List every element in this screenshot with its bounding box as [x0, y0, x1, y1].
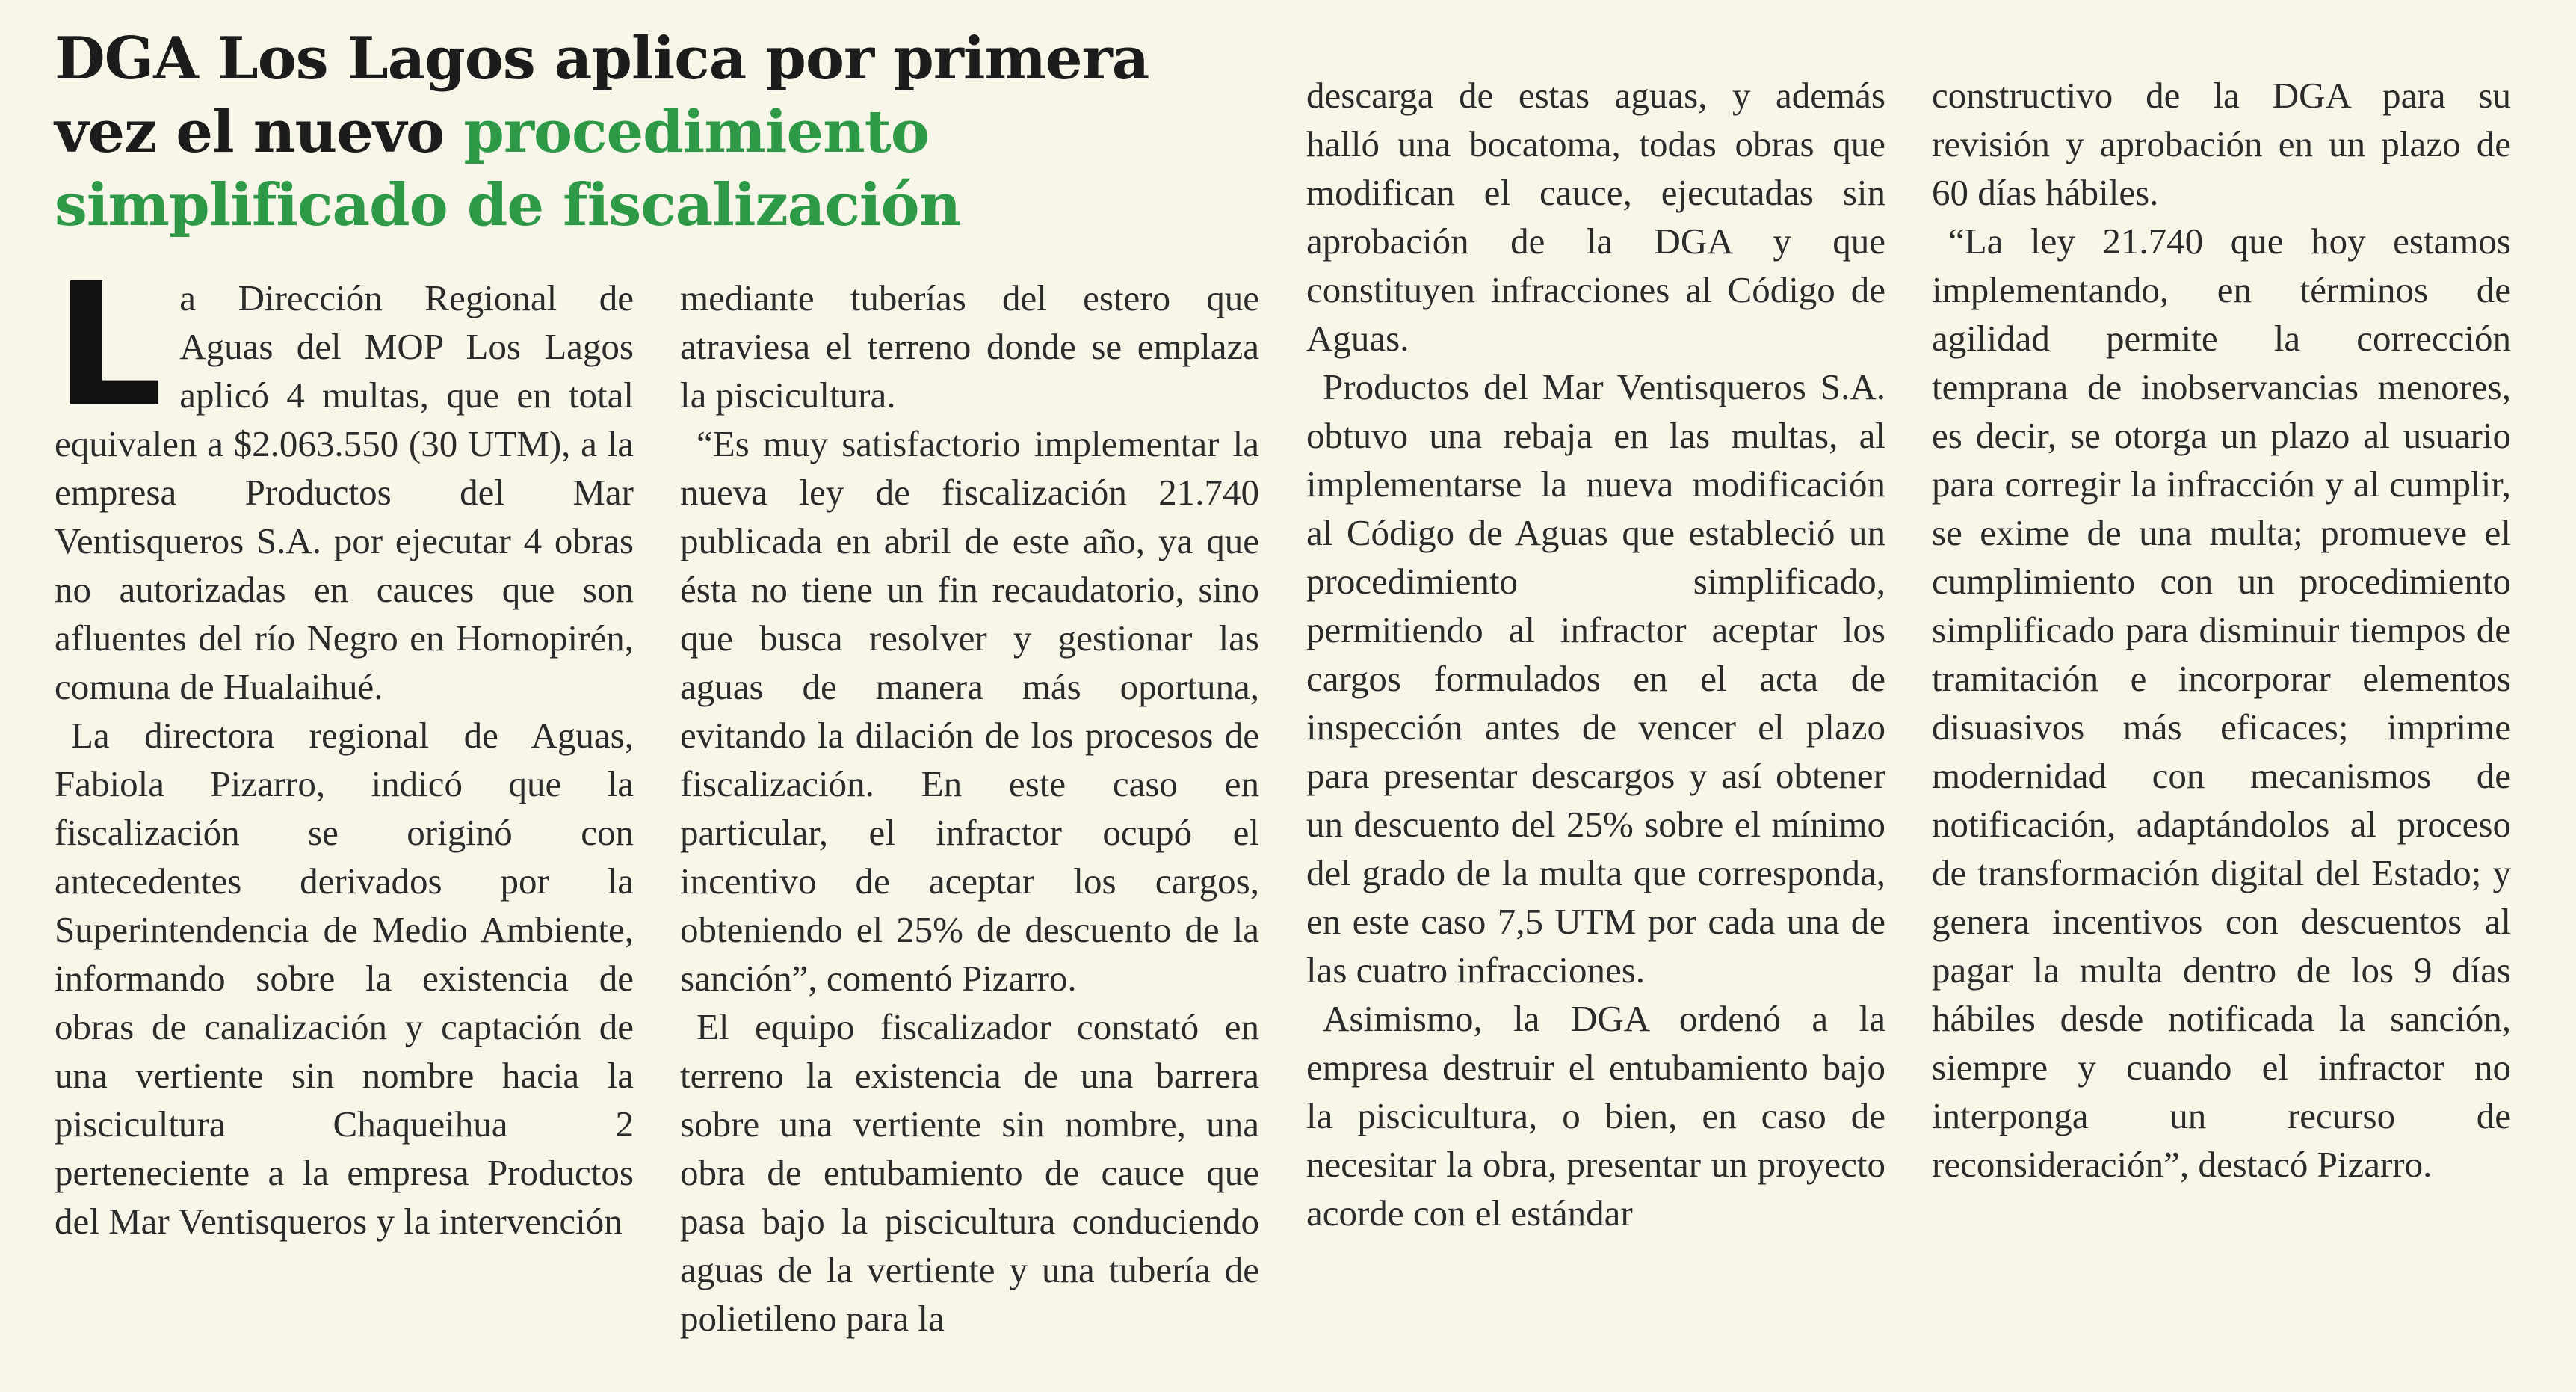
article-paragraph: descarga de estas aguas, y además halló una bocatoma, todas obras que modifican el cauce, ejecutadas sin aprobación de la DGA y que constituyen infracciones al Código de Aguas.: [1306, 75, 1885, 359]
article-column-3: [1306, 71, 1885, 1237]
article-paragraph: constructivo de la DGA para su revisión y aprobación en un plazo de 60 días hábiles.: [1932, 75, 2511, 213]
article-paragraph: mediante tuberías del estero que atraviesa el terreno donde se emplaza la piscicultura.: [680, 277, 1259, 416]
article-paragraph: Productos del Mar Ventisqueros S.A. obtuvo una rebaja en las multas, al implementarse la nueva modificación al Código de Aguas que estableció un procedimiento simplificado, permitiendo al infractor aceptar los cargos formulados en el acta de inspección antes de vencer el plazo para presentar descargos y así obtener un descuento del 25% sobre el mínimo del grado de la multa que corresponda, en este caso 7,5 UTM por cada una de las cuatro infracciones.: [1306, 366, 1885, 991]
headline-highlight: procedimiento simplificado de fiscalización: [55, 98, 961, 239]
headline-text: DGA Los Lagos aplica por primera vez el nuevo: [55, 25, 1149, 166]
article-paragraph: La directora regional de Aguas, Fabiola Pizarro, indicó que la fiscalización se originó con antecedentes derivados por la Superintendencia de Medio Ambiente, informando sobre la existencia de obras de canalización y captación de una vertiente sin nombre hacia la piscicultura Chaqueihua 2 perteneciente a la empresa Productos del Mar Ventisqueros y la intervención: [55, 715, 634, 1242]
paragraph-text: a Dirección Regional de Aguas del MOP Los Lagos aplicó 4 multas, que en total equivalen a $2.063.550 (30 UTM), a la empresa Productos del Mar Ventisqueros S.A. por ejecutar 4 obras no autorizadas en cauces que son afluentes del río Negro en Hornopirén, comuna de Hualaihué.: [55, 277, 634, 707]
article-paragraph: [55, 246, 634, 711]
article-column-2: [680, 274, 1259, 1343]
article-headline: [55, 22, 1265, 242]
article-paragraph: Asimismo, la DGA ordenó a la empresa destruir el entubamiento bajo la piscicultura, o bien, en caso de necesitar la obra, presentar un proyecto acorde con el estándar: [1306, 998, 1885, 1234]
article-column-1: [55, 246, 634, 1245]
drop-cap: L: [55, 246, 164, 445]
article-column-4: [1932, 71, 2511, 1189]
article-paragraph: “La ley 21.740 que hoy estamos implementando, en términos de agilidad permite la corrección temprana de inobservancias menores, es decir, se otorga un plazo al usuario para corregir la infracción y al cumplir, se exime de una multa; promueve el cumplimiento con un procedimiento simplificado para disminuir tiempos de tramitación e incorporar elementos disuasivos más eficaces; imprime modernidad con mecanismos de notificación, adaptándolos al proceso de transformación digital del Estado; y genera incentivos con descuentos al pagar la multa dentro de los 9 días hábiles desde notificada la sanción, siempre y cuando el infractor no interponga un recurso de reconsideración”, destacó Pizarro.: [1932, 221, 2511, 1185]
article-paragraph: El equipo fiscalizador constató en terreno la existencia de una barrera sobre una vertiente sin nombre, una obra de entubamiento de cauce que pasa bajo la piscicultura conduciendo aguas de la vertiente y una tubería de polietileno para la: [680, 1006, 1259, 1339]
article-paragraph: “Es muy satisfactorio implementar la nueva ley de fiscalización 21.740 publicada en abril de este año, ya que ésta no tiene un fin recaudatorio, sino que busca resolver y gestionar las aguas de manera más oportuna, evitando la dilación de los procesos de fiscalización. En este caso en particular, el infractor ocupó el incentivo de aceptar los cargos, obteniendo el 25% de descuento de la sanción”, comentó Pizarro.: [680, 423, 1259, 999]
